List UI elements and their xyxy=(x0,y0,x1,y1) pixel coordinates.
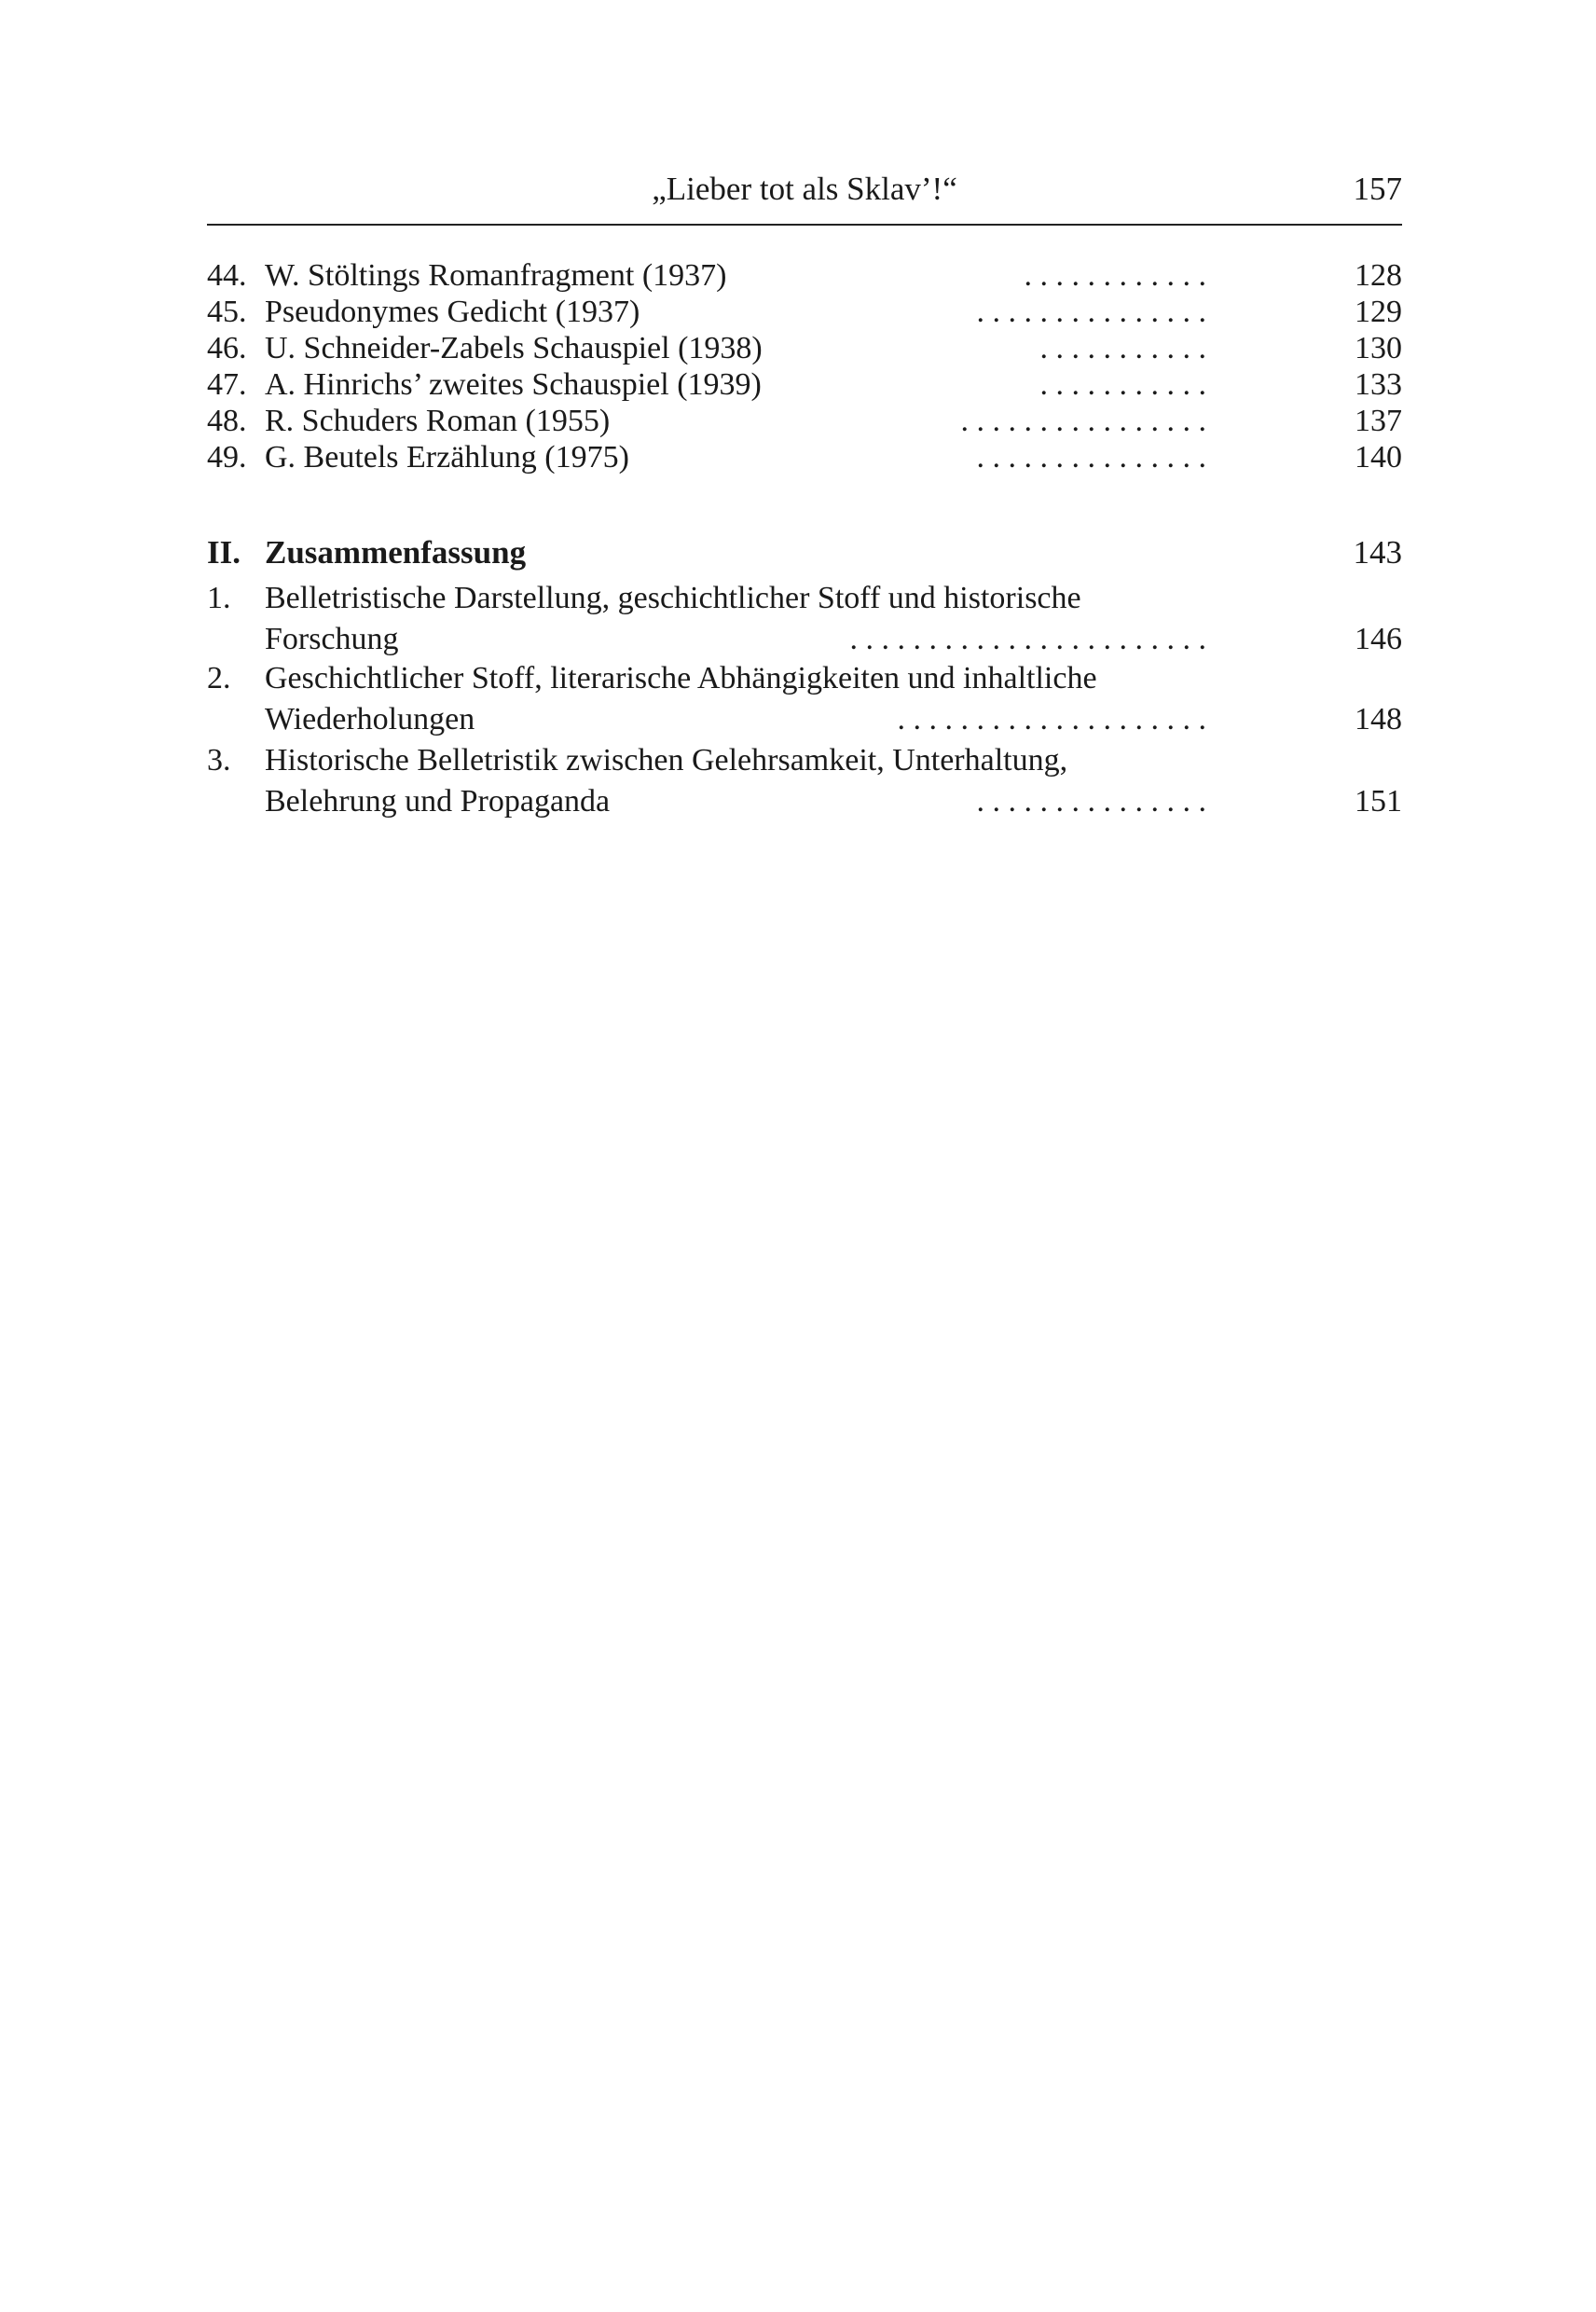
toc-entry-page: 140 xyxy=(1355,440,1402,475)
toc-entry-page: 137 xyxy=(1355,404,1402,438)
toc-entry-45 xyxy=(207,294,1402,330)
page-number: 157 xyxy=(1353,171,1402,207)
toc-subentry-1 xyxy=(207,578,1402,660)
toc-entry-page: 128 xyxy=(1355,258,1402,293)
toc-entry-number: 3. xyxy=(207,743,231,778)
subentry-second-line xyxy=(207,699,1402,740)
toc-leader-dots: . . . . . . . . . . . . . . . . xyxy=(960,404,1206,438)
section-title: Zusammenfassung xyxy=(265,534,527,571)
section-page: 143 xyxy=(1353,534,1402,571)
toc-entry-title: Pseudonymes Gedicht (1937) xyxy=(265,295,640,329)
toc-entry-title-line1: Geschichtlicher Stoff, literarische Abhängigkeiten und inhaltliche xyxy=(265,661,1097,695)
toc-section-heading xyxy=(207,531,1402,574)
subentry-second-line xyxy=(207,619,1402,660)
toc-entry-47 xyxy=(207,366,1402,403)
toc-entry-49 xyxy=(207,439,1402,475)
toc-entry-number: 46. xyxy=(207,331,247,365)
toc-leader-dots: . . . . . . . . . . . . . . . xyxy=(976,784,1206,819)
subentry-first-line xyxy=(207,578,1402,619)
toc-entry-46 xyxy=(207,330,1402,366)
toc-entry-number: 2. xyxy=(207,661,231,695)
toc-list xyxy=(207,257,1402,475)
toc-subentry-3 xyxy=(207,740,1402,822)
running-head xyxy=(207,168,1402,211)
subentry-first-line xyxy=(207,658,1402,699)
subentry-first-line xyxy=(207,740,1402,781)
toc-entry-page: 148 xyxy=(1355,702,1402,736)
book-page xyxy=(207,0,1402,2312)
toc-entry-title-line1: Historische Belletristik zwischen Gelehrsamkeit, Unterhaltung, xyxy=(265,743,1068,778)
toc-entry-title-line2: Belehrung und Propaganda xyxy=(265,784,611,819)
toc-subentry-2 xyxy=(207,658,1402,740)
toc-leader-dots: . . . . . . . . . . . . . . . . . . . . . . . xyxy=(849,622,1206,656)
toc-entry-page: 129 xyxy=(1355,295,1402,329)
toc-entry-title: A. Hinrichs’ zweites Schauspiel (1939) xyxy=(265,367,762,402)
running-title: „Lieber tot als Sklav’!“ xyxy=(652,171,957,207)
toc-entry-number: 49. xyxy=(207,440,247,475)
header-rule xyxy=(207,224,1402,226)
toc-leader-dots: . . . . . . . . . . . xyxy=(1039,331,1206,365)
section-number: II. xyxy=(207,534,241,571)
toc-entry-number: 1. xyxy=(207,581,231,615)
toc-entry-title-line2: Wiederholungen xyxy=(265,702,475,736)
toc-entry-48 xyxy=(207,403,1402,439)
toc-leader-dots: . . . . . . . . . . . . . . . xyxy=(976,295,1206,329)
toc-leader-dots: . . . . . . . . . . . . xyxy=(1024,258,1206,293)
toc-entry-number: 45. xyxy=(207,295,247,329)
toc-entry-page: 130 xyxy=(1355,331,1402,365)
subentry-second-line xyxy=(207,781,1402,822)
toc-entry-title-line2: Forschung xyxy=(265,622,399,656)
toc-entry-title: G. Beutels Erzählung (1975) xyxy=(265,440,629,475)
toc-entry-title-line1: Belletristische Darstellung, geschichtlicher Stoff und historische xyxy=(265,581,1081,615)
toc-entry-44 xyxy=(207,257,1402,294)
toc-entry-title: W. Stöltings Romanfragment (1937) xyxy=(265,258,727,293)
toc-entry-title: R. Schuders Roman (1955) xyxy=(265,404,611,438)
toc-leader-dots: . . . . . . . . . . . . . . . . . . . . xyxy=(897,702,1206,736)
toc-entry-page: 151 xyxy=(1355,784,1402,819)
toc-entry-page: 146 xyxy=(1355,622,1402,656)
toc-entry-number: 44. xyxy=(207,258,247,293)
toc-entry-title: U. Schneider-Zabels Schauspiel (1938) xyxy=(265,331,763,365)
toc-entry-page: 133 xyxy=(1355,367,1402,402)
toc-entry-number: 47. xyxy=(207,367,247,402)
toc-leader-dots: . . . . . . . . . . . . . . . xyxy=(976,440,1206,475)
toc-entry-number: 48. xyxy=(207,404,247,438)
toc-leader-dots: . . . . . . . . . . . xyxy=(1039,367,1206,402)
